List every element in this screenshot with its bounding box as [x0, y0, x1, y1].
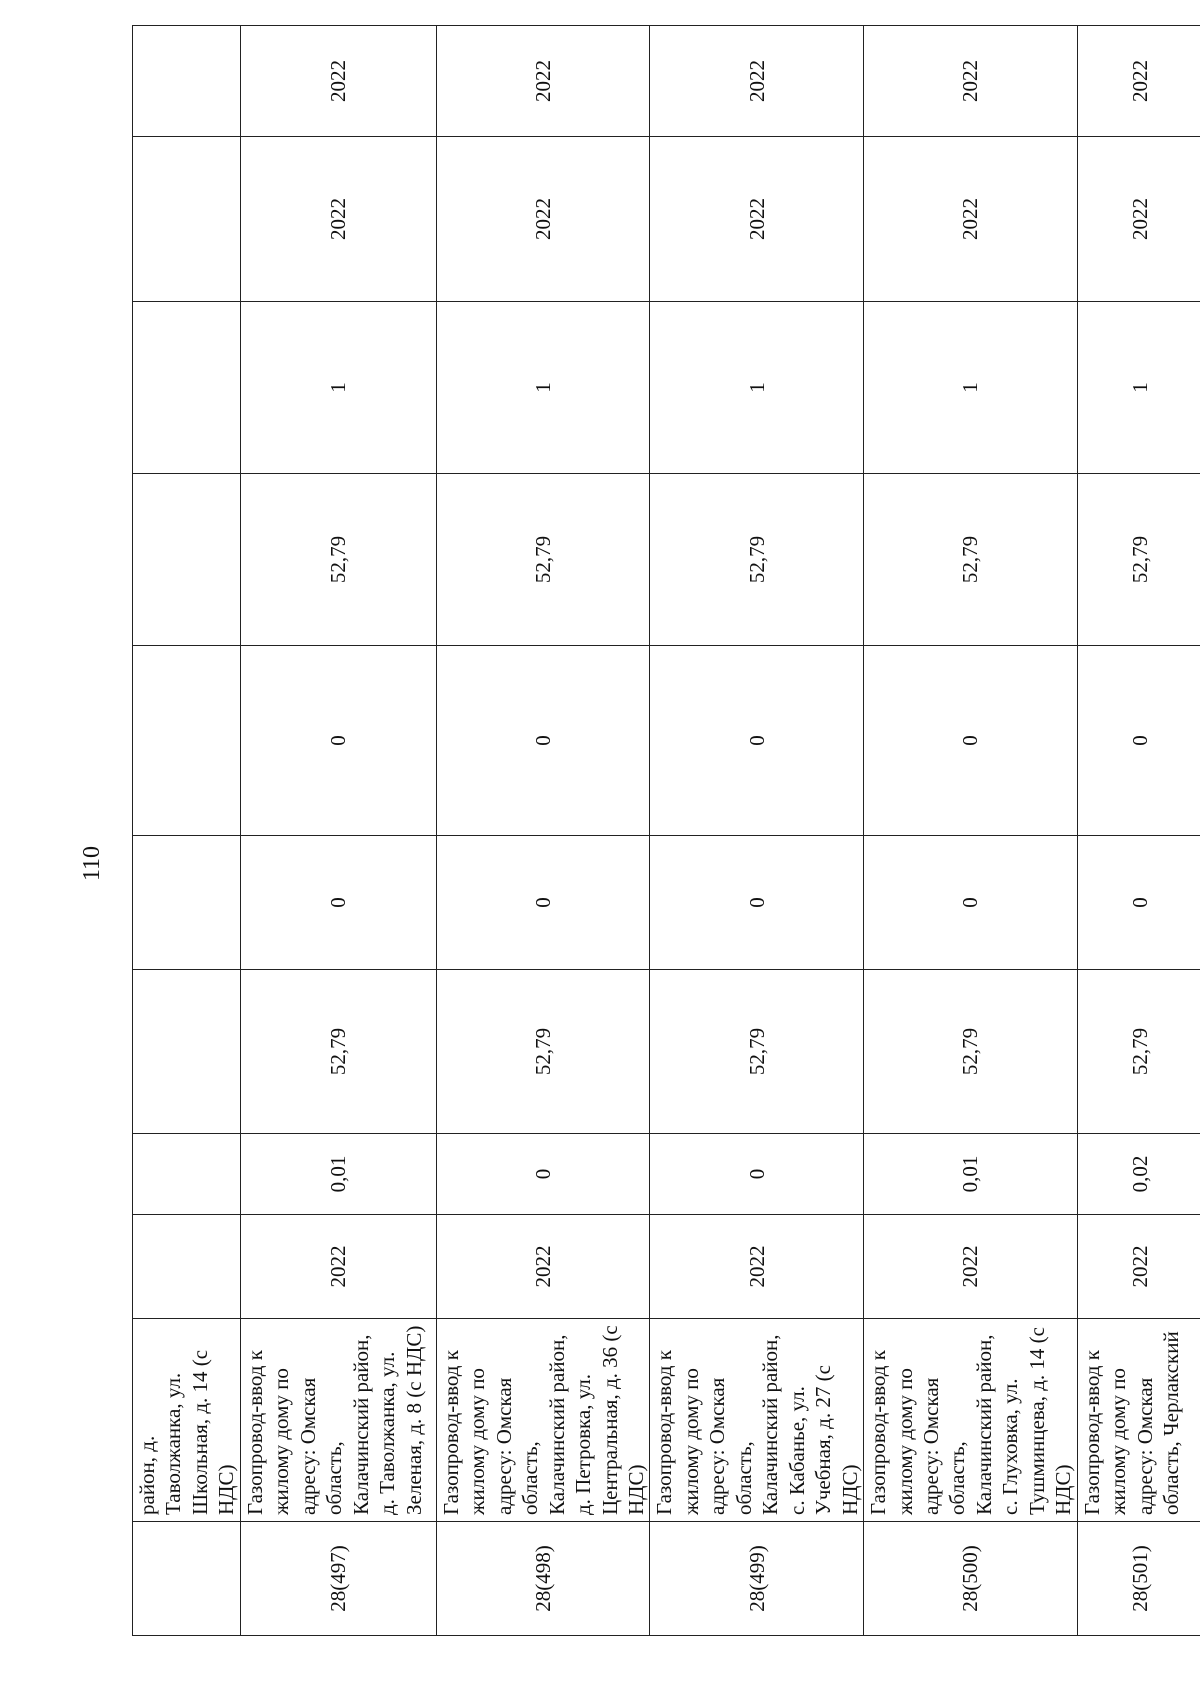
row-number-cell: 28(497) — [240, 1522, 436, 1636]
object-description-cell: Газопровод-ввод к жилому дому по адресу: Омская область, Калачинский район, с. Глуховка, ул. Тушминцева, д. 14 (с НДС) — [864, 1319, 1078, 1522]
object-description-cell: Газопровод-ввод к жилому дому по адресу: Омская область, Калачинский район, д. Петровка, ул. Центральная, д. 36 (с НДС) — [436, 1319, 650, 1522]
page-number — [73, 833, 113, 893]
table-cell: 0 — [864, 836, 1078, 970]
table-row — [650, 26, 864, 1636]
table-cell — [133, 474, 241, 646]
table-cell: 52,79 — [650, 474, 864, 646]
table-cell: 0,01 — [864, 1134, 1078, 1215]
table-row — [1077, 26, 1200, 1636]
table-cell: 0 — [1077, 836, 1200, 970]
table-cell: 0 — [650, 1134, 864, 1215]
table-cell: 1 — [240, 302, 436, 474]
table-cell: 2022 — [436, 26, 650, 137]
table-cell: 0,01 — [240, 1134, 436, 1215]
table-cell: 2022 — [436, 1215, 650, 1319]
table-cell: 0 — [650, 836, 864, 970]
table-cell: 2022 — [240, 1215, 436, 1319]
object-description-cell: район, д. Таволжанка, ул. Школьная, д. 14 (с НДС) — [133, 1319, 241, 1522]
object-description-cell: Газопровод-ввод к жилому дому по адресу: Омская область, Черлакский — [1077, 1319, 1200, 1522]
table-cell: 52,79 — [864, 474, 1078, 646]
table-cell: 2022 — [1077, 1215, 1200, 1319]
table-cell: 1 — [436, 302, 650, 474]
table-cell: 2022 — [1077, 137, 1200, 302]
table-row — [133, 26, 241, 1636]
table-cell: 52,79 — [1077, 474, 1200, 646]
table-cell: 0 — [240, 836, 436, 970]
table-row — [240, 26, 436, 1636]
table-cell — [133, 1215, 241, 1319]
table-cell — [133, 646, 241, 836]
table-cell: 2022 — [436, 137, 650, 302]
table-cell: 0 — [436, 646, 650, 836]
table-cell: 0 — [436, 836, 650, 970]
table-cell: 2022 — [650, 26, 864, 137]
row-number-cell: 28(501) — [1077, 1522, 1200, 1636]
table-cell — [133, 26, 241, 137]
table-row — [864, 26, 1078, 1636]
table-cell: 2022 — [240, 26, 436, 137]
table-cell: 0,02 — [1077, 1134, 1200, 1215]
row-number-cell: 28(500) — [864, 1522, 1078, 1636]
row-number-cell — [133, 1522, 241, 1636]
table-cell: 2022 — [864, 137, 1078, 302]
table-cell: 0 — [650, 646, 864, 836]
table-cell: 52,79 — [240, 474, 436, 646]
table-cell: 1 — [650, 302, 864, 474]
table-cell — [133, 836, 241, 970]
table-cell: 52,79 — [436, 970, 650, 1134]
table-cell — [133, 1134, 241, 1215]
table-cell: 0 — [240, 646, 436, 836]
table-cell: 0 — [436, 1134, 650, 1215]
table-cell: 2022 — [650, 137, 864, 302]
document-table-container — [132, 36, 1184, 1636]
table-cell: 2022 — [864, 26, 1078, 137]
row-number-cell: 28(499) — [650, 1522, 864, 1636]
row-number-cell: 28(498) — [436, 1522, 650, 1636]
page-number-text: 110 — [79, 845, 106, 881]
object-description-cell: Газопровод-ввод к жилому дому по адресу: Омская область, Калачинский район, с. Кабанье, ул. Учебная, д. 27 (с НДС) — [650, 1319, 864, 1522]
table-cell: 2022 — [650, 1215, 864, 1319]
table-cell — [133, 970, 241, 1134]
table-cell: 2022 — [1077, 26, 1200, 137]
table-cell: 1 — [1077, 302, 1200, 474]
table-cell: 52,79 — [650, 970, 864, 1134]
table-cell: 0 — [864, 646, 1078, 836]
object-description-cell: Газопровод-ввод к жилому дому по адресу: Омская область, Калачинский район, д. Таволжанка, ул. Зеленая, д. 8 (с НДС) — [240, 1319, 436, 1522]
table-cell — [133, 137, 241, 302]
table-cell: 0 — [1077, 646, 1200, 836]
table-cell: 52,79 — [1077, 970, 1200, 1134]
table-cell: 2022 — [240, 137, 436, 302]
table-cell: 52,79 — [864, 970, 1078, 1134]
table-cell: 52,79 — [436, 474, 650, 646]
table-cell: 1 — [864, 302, 1078, 474]
table-cell — [133, 302, 241, 474]
investment-table — [132, 25, 1200, 1636]
table-cell: 2022 — [864, 1215, 1078, 1319]
table-row — [436, 26, 650, 1636]
table-cell: 52,79 — [240, 970, 436, 1134]
